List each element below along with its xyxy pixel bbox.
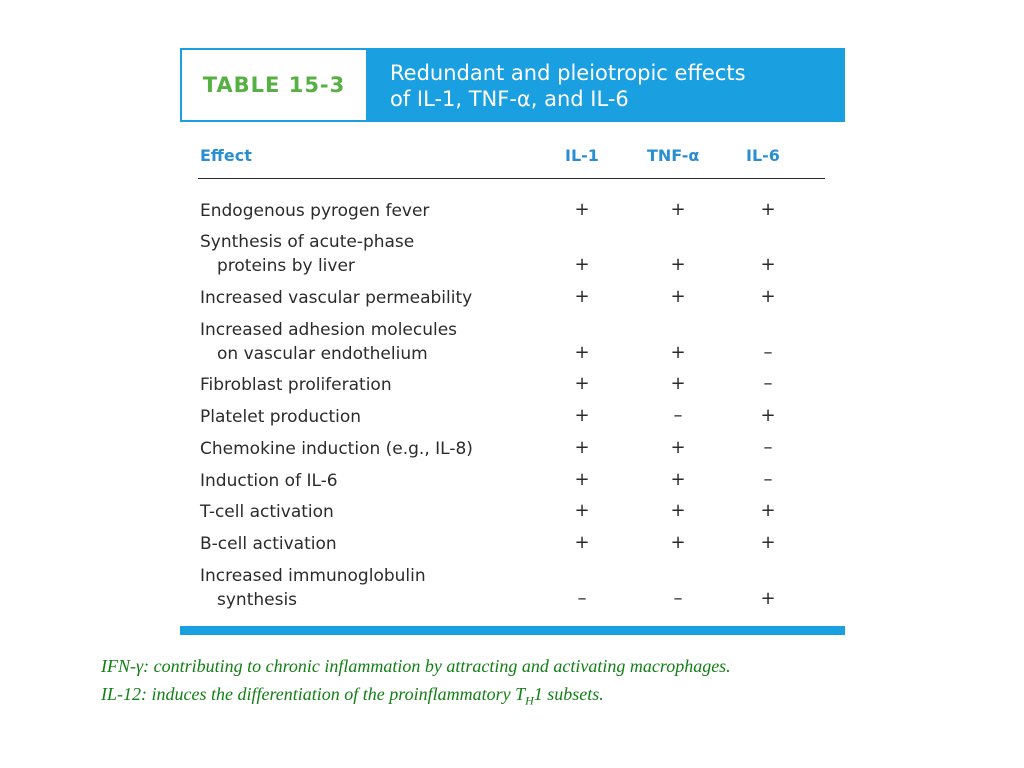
cell-il6: + xyxy=(760,405,776,426)
cell-il1: + xyxy=(574,286,590,307)
row-effect-line1: B-cell activation xyxy=(200,534,337,554)
row-effect-line1: T-cell activation xyxy=(200,502,334,522)
table-number-label: TABLE 15-3 xyxy=(182,50,366,120)
row-effect-line1: Endogenous pyrogen fever xyxy=(200,201,430,221)
row-effect-line2: on vascular endothelium xyxy=(217,344,428,364)
header-divider xyxy=(198,178,825,179)
cell-il6: + xyxy=(760,500,776,521)
cell-tnf: + xyxy=(670,532,686,553)
cell-il1: + xyxy=(574,254,590,275)
cell-il1: + xyxy=(574,373,590,394)
cell-il1: + xyxy=(574,500,590,521)
row-effect-label xyxy=(200,469,550,493)
cell-il1: + xyxy=(574,437,590,458)
cell-il6: + xyxy=(760,532,776,553)
cell-il6: – xyxy=(763,342,773,363)
cell-il6: + xyxy=(760,199,776,220)
row-effect-label xyxy=(200,373,550,397)
row-effect-line2: proteins by liver xyxy=(217,256,355,276)
column-header-il6: IL-6 xyxy=(746,146,780,165)
cell-il1: + xyxy=(574,469,590,490)
caption-il12-subscript: H xyxy=(525,693,534,708)
row-effect-line1: Fibroblast proliferation xyxy=(200,375,392,395)
row-effect-line1: Synthesis of acute-phase xyxy=(200,232,415,252)
row-effect-line1: Increased vascular permeability xyxy=(200,288,473,308)
cell-tnf: + xyxy=(670,342,686,363)
cell-il1: – xyxy=(577,588,587,609)
cell-tnf: – xyxy=(673,405,683,426)
cell-il6: + xyxy=(760,286,776,307)
row-effect-label xyxy=(200,564,550,612)
table-title xyxy=(390,60,830,112)
cell-il1: + xyxy=(574,532,590,553)
cell-tnf: + xyxy=(670,437,686,458)
cell-il1: + xyxy=(574,405,590,426)
row-effect-line1: Increased adhesion molecules xyxy=(200,320,458,340)
row-effect-line1: Induction of IL-6 xyxy=(200,471,338,491)
cell-tnf: + xyxy=(670,469,686,490)
cell-il6: – xyxy=(763,469,773,490)
row-effect-label xyxy=(200,405,550,429)
cell-tnf: + xyxy=(670,500,686,521)
cell-tnf: + xyxy=(670,254,686,275)
caption-ifn-gamma: IFN-γ: contributing to chronic inflammation by attracting and activating macrophages. xyxy=(101,656,731,676)
column-header-il1: IL-1 xyxy=(565,146,599,165)
cell-il6: – xyxy=(763,437,773,458)
cell-il1: + xyxy=(574,342,590,363)
row-effect-label xyxy=(200,199,550,223)
row-effect-label xyxy=(200,318,550,366)
row-effect-label xyxy=(200,286,550,310)
row-effect-line1: Platelet production xyxy=(200,407,362,427)
cell-tnf: + xyxy=(670,373,686,394)
cell-il6: + xyxy=(760,588,776,609)
row-effect-label xyxy=(200,532,550,556)
table-header-banner xyxy=(180,48,845,122)
row-effect-label xyxy=(200,500,550,524)
cell-il6: – xyxy=(763,373,773,394)
row-effect-label xyxy=(200,230,550,278)
row-effect-line1: Increased immunoglobulin xyxy=(200,566,426,586)
table-bottom-bar xyxy=(180,626,845,635)
caption-il12-prefix: IL-12: induces the differentiation of the proinflammatory T xyxy=(101,684,526,704)
cell-il1: + xyxy=(574,199,590,220)
cell-tnf: + xyxy=(670,286,686,307)
table-title-line2: of IL-1, TNF-α, and IL-6 xyxy=(390,87,629,111)
column-header-effect: Effect xyxy=(200,146,252,165)
row-effect-label xyxy=(200,437,550,461)
column-header-tnf: TNF-α xyxy=(647,146,700,165)
caption-il12 xyxy=(101,684,604,709)
caption-il12-suffix: 1 subsets. xyxy=(533,684,604,704)
row-effect-line1: Chemokine induction (e.g., IL-8) xyxy=(200,439,473,459)
cell-tnf: + xyxy=(670,199,686,220)
table-title-line1: Redundant and pleiotropic effects xyxy=(390,61,746,85)
row-effect-line2: synthesis xyxy=(217,590,298,610)
cell-tnf: – xyxy=(673,588,683,609)
cell-il6: + xyxy=(760,254,776,275)
